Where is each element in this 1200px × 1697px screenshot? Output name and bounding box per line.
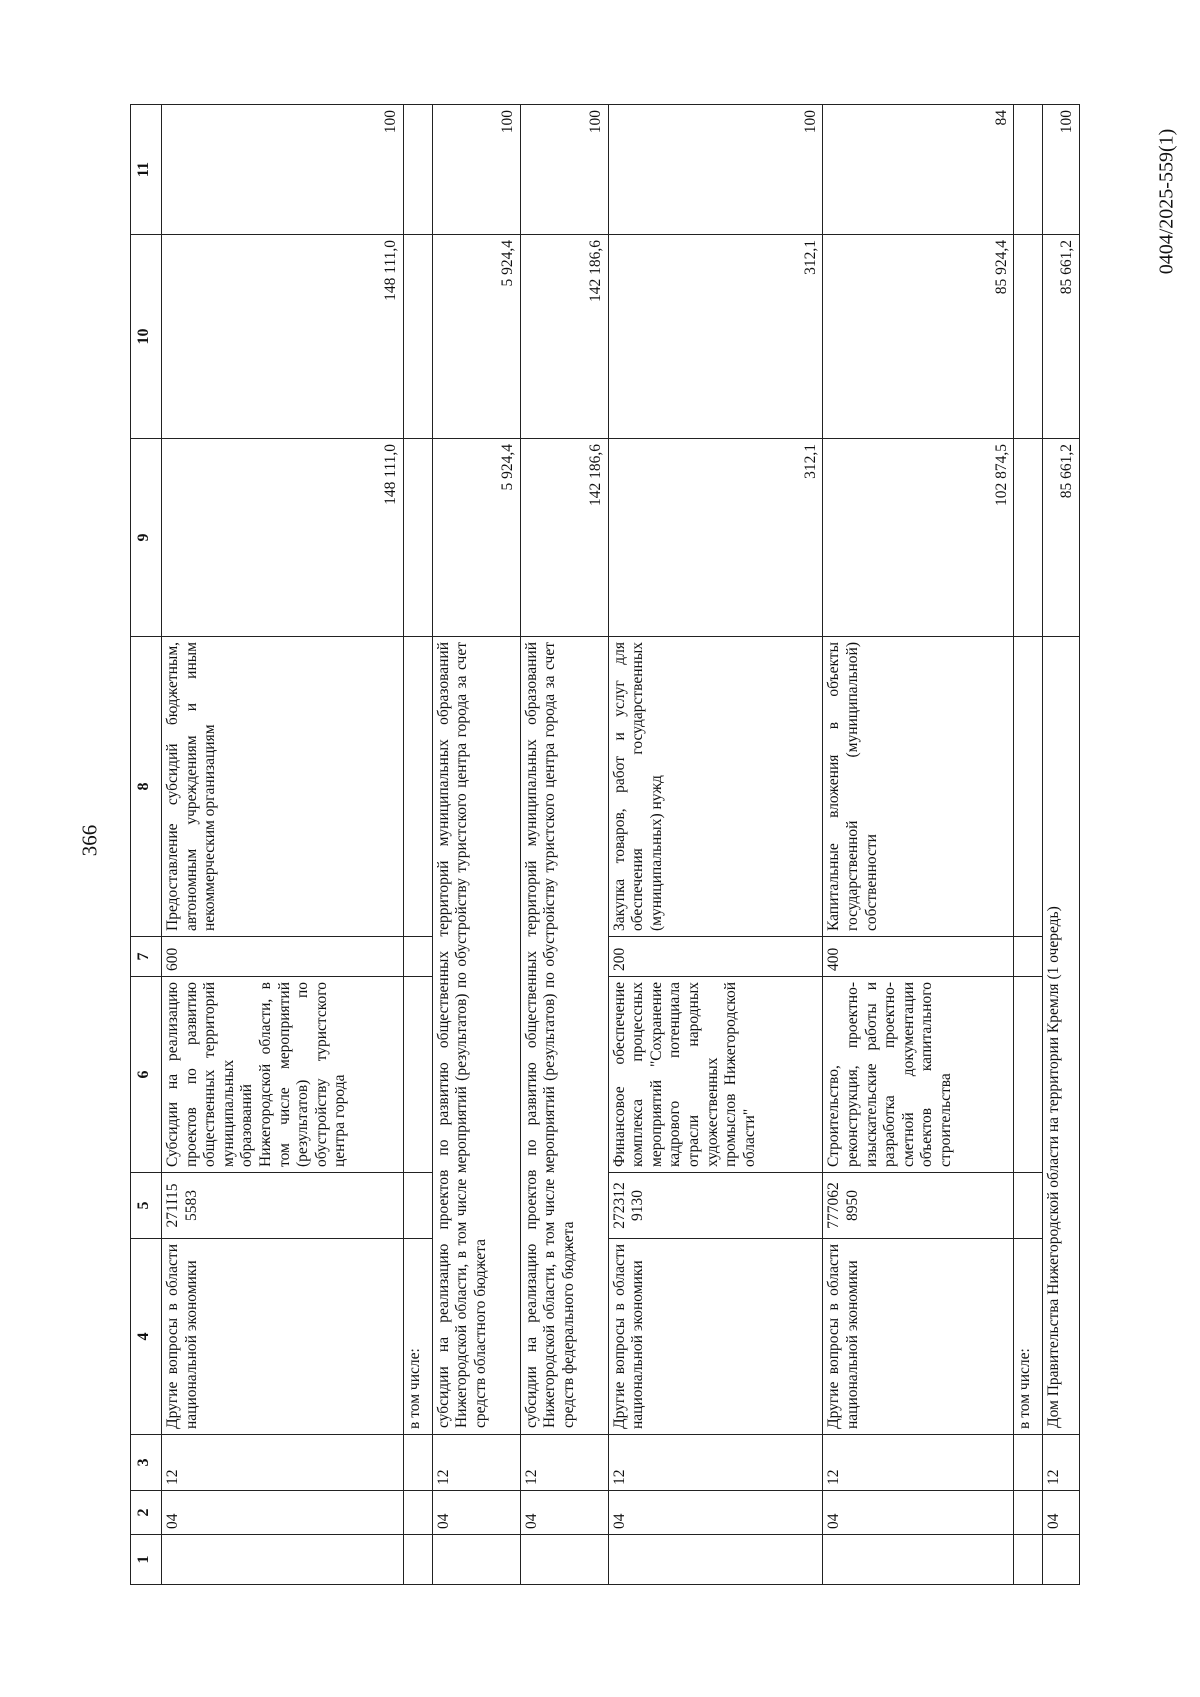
table-cell: 84 [823,105,1014,235]
table-cell [1014,937,1043,977]
table-cell: 04 [608,1491,823,1535]
table-cell: Дом Правительства Нижегородской области на территории Кремля (1 очередь) [1043,637,1080,1435]
table-cell [1014,1491,1043,1535]
table-cell [403,235,432,439]
table-cell [1014,1173,1043,1239]
table-cell: 102 874,5 [823,439,1014,637]
header-col-6: 6 [131,977,162,1173]
table-cell: 400 [823,937,1014,977]
table-cell [1014,1435,1043,1491]
table-cell: в том числе: [403,1239,432,1435]
header-col-2: 2 [131,1491,162,1535]
table-cell: Капитальные вложения в объекты государственной (муниципальной) собственности [823,637,1014,937]
table-cell: 271I15 5583 [162,1173,404,1239]
table-cell [403,1491,432,1535]
table-cell [403,937,432,977]
table-cell: 12 [162,1435,404,1491]
table-row [1043,105,1080,1585]
table-cell [1014,105,1043,235]
table-cell [1014,1535,1043,1585]
header-col-1: 1 [131,1535,162,1585]
table-cell [1014,235,1043,439]
table-cell [162,1535,404,1585]
budget-table-sheet [130,105,1080,1585]
table-cell [1014,977,1043,1173]
table-cell: 100 [1043,105,1080,235]
header-col-3: 3 [131,1435,162,1491]
table-cell: 312,1 [608,235,823,439]
table-cell [520,1535,608,1585]
table-cell [403,1173,432,1239]
table-cell: 85 661,2 [1043,235,1080,439]
table-cell: 04 [1043,1491,1080,1535]
table-cell: 100 [608,105,823,235]
table-cell: 777062 8950 [823,1173,1014,1239]
table-row [823,105,1014,1585]
table-cell: субсидии на реализацию проектов по развитию общественных территорий муниципальных образований Нижегородской области, в том числе мероприятий (результатов) по обустройству туристского центра города за счет средств федерального бюджета [520,637,608,1435]
table-cell: 04 [823,1491,1014,1535]
header-col-7: 7 [131,937,162,977]
table-row [608,105,823,1585]
table-cell: 5 924,4 [432,439,520,637]
table-cell: 12 [520,1435,608,1491]
table-cell: 600 [162,937,404,977]
table-cell: Закупка товаров, работ и услуг для обеспечения государственных (муниципальных) нужд [608,637,823,937]
table-cell: 12 [432,1435,520,1491]
table-cell: 12 [1043,1435,1080,1491]
table-cell: 12 [608,1435,823,1491]
table-cell: в том числе: [1014,1239,1043,1435]
table-row [162,105,404,1585]
table-cell: Финансовое обеспечение комплекса процессных мероприятий "Сохранение кадрового потенциала отрасли народных художественных промыслов Нижегородской области" [608,977,823,1173]
table-cell: 200 [608,937,823,977]
table-row [520,105,608,1585]
table-cell: 312,1 [608,439,823,637]
table-cell: 100 [520,105,608,235]
table-cell: 272312 9130 [608,1173,823,1239]
table-cell: 12 [823,1435,1014,1491]
table-cell: Предоставление субсидий бюджетным, автономным учреждениям и иным некоммерческим организациям [162,637,404,937]
table-cell: Другие вопросы в области национальной экономики [162,1239,404,1435]
header-row [131,105,162,1585]
table-cell [403,439,432,637]
header-col-10: 10 [131,235,162,439]
table-cell [403,977,432,1173]
table-cell: Строительство, реконструкция, проектно-изыскательские работы и разработка проектно-сметной документации объектов капитального строительства [823,977,1014,1173]
header-col-4: 4 [131,1239,162,1435]
table-cell [1014,637,1043,937]
table-cell: Субсидии на реализацию проектов по развитию общественных территорий муниципальных образований Нижегородской области, в том числе мероприятий (результатов) по обустройству туристского центра города [162,977,404,1173]
table-cell: 100 [432,105,520,235]
header-col-5: 5 [131,1173,162,1239]
budget-table [130,104,1080,1585]
table-cell: 85 661,2 [1043,439,1080,637]
table-cell [403,1435,432,1491]
table-cell: 148 111,0 [162,235,404,439]
page-number: 366 [77,824,102,857]
header-col-9: 9 [131,439,162,637]
table-cell: 142 186,6 [520,439,608,637]
table-cell [823,1535,1014,1585]
table-cell [432,1535,520,1585]
table-row [403,105,432,1585]
table-cell [403,637,432,937]
table-cell: Другие вопросы в области национальной экономики [608,1239,823,1435]
table-row [432,105,520,1585]
header-col-8: 8 [131,637,162,937]
table-cell: 04 [162,1491,404,1535]
document-id: 0404/2025-559(1) [1155,128,1178,275]
table-cell: 5 924,4 [432,235,520,439]
table-cell: 04 [432,1491,520,1535]
table-cell [403,1535,432,1585]
table-cell: субсидии на реализацию проектов по развитию общественных территорий муниципальных образований Нижегородской области, в том числе мероприятий (результатов) по обустройству туристского центра города за счет средств областного бюджета [432,637,520,1435]
table-row [1014,105,1043,1585]
table-cell: 100 [162,105,404,235]
table-cell [1043,1535,1080,1585]
header-col-11: 11 [131,105,162,235]
table-cell: 85 924,4 [823,235,1014,439]
table-cell [608,1535,823,1585]
table-cell: 148 111,0 [162,439,404,637]
table-cell: 142 186,6 [520,235,608,439]
table-cell: 04 [520,1491,608,1535]
table-cell [403,105,432,235]
table-cell: Другие вопросы в области национальной экономики [823,1239,1014,1435]
table-cell [1014,439,1043,637]
